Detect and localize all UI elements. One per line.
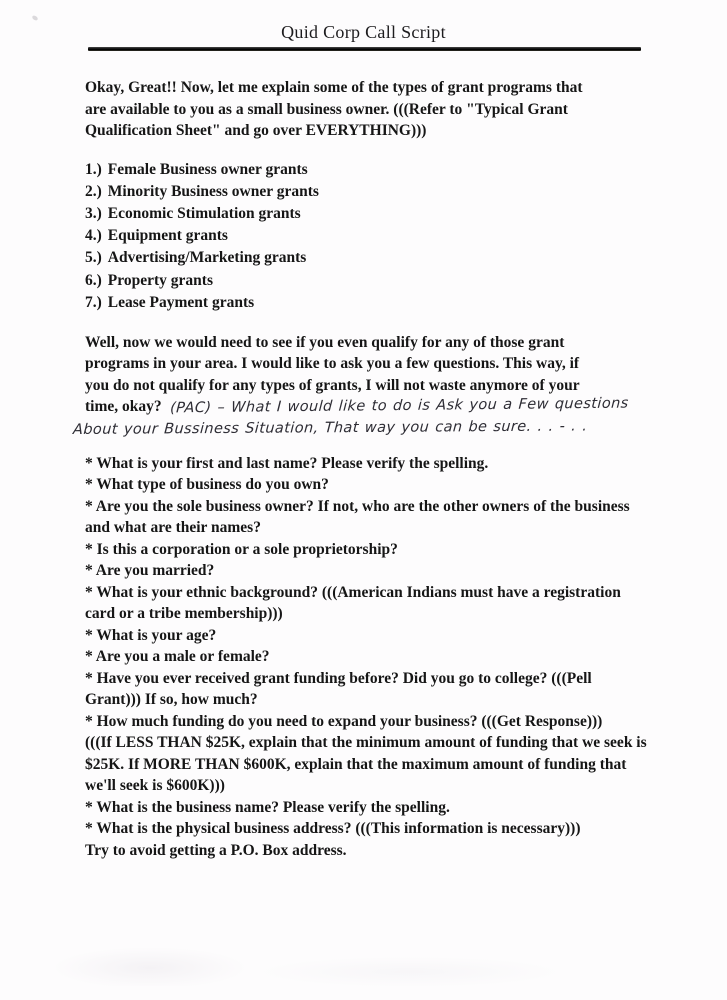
question-text: Are you married? — [95, 562, 215, 580]
handwritten-note-line1: (PAC) – What I would like to do is Ask you a Few questions — [169, 396, 629, 417]
grant-list-item — [85, 203, 648, 225]
question-item — [85, 560, 648, 582]
question-text: Have you ever received grant funding before? Did you go to college? (((Pell Grant))) If so, how much? — [85, 669, 592, 709]
question-bullet: * — [85, 476, 97, 494]
question-list — [85, 453, 648, 862]
question-text: Are you the sole business owner? If not, who are the other owners of the business and what are their names? — [85, 497, 630, 537]
question-bullet: * — [85, 583, 97, 601]
question-text: Try to avoid getting a P.O. Box address. — [85, 841, 347, 859]
grant-list-item — [85, 159, 648, 181]
question-bullet: * — [85, 669, 97, 687]
grant-list-item — [85, 270, 648, 292]
question-item — [85, 474, 648, 496]
grant-item-label: Minority Business owner grants — [107, 182, 319, 200]
question-bullet: * — [85, 798, 97, 816]
document-body — [72, 77, 648, 861]
grant-item-number: 1.) — [85, 160, 102, 178]
question-item — [85, 818, 648, 840]
intro-paragraph-line: are available to you as a small business owner. (((Refer to "Typical Grant — [85, 100, 568, 118]
grant-item-label: Lease Payment grants — [107, 293, 255, 311]
grant-item-number: 4.) — [85, 227, 102, 245]
grant-item-label: Equipment grants — [107, 227, 228, 245]
question-item — [85, 732, 648, 797]
qualify-paragraph-line: you do not qualify for any types of grants, I will not waste anymore of your — [85, 376, 580, 394]
grant-item-number: 2.) — [85, 182, 102, 200]
qualify-paragraph-line: programs in your area. I would like to ask you a few questions. This way, if — [85, 355, 580, 373]
question-text: Is this a corporation or a sole proprietorship? — [96, 540, 398, 558]
qualify-last-line — [85, 396, 648, 419]
question-item — [85, 625, 648, 647]
grant-list-item — [85, 247, 648, 269]
question-item — [85, 840, 648, 862]
grant-item-label: Property grants — [107, 271, 213, 289]
question-item — [85, 539, 648, 561]
question-text: Are you a male or female? — [95, 648, 270, 666]
question-item — [85, 496, 648, 539]
grant-item-number: 3.) — [85, 204, 102, 222]
intro-paragraph-line: Qualification Sheet" and go over EVERYTHING))) — [85, 122, 427, 139]
intro-paragraph — [85, 77, 648, 142]
qualify-paragraph-lines — [85, 332, 648, 397]
question-item — [85, 453, 648, 475]
question-text: How much funding do you need to expand your business? (((Get Response))) — [96, 712, 603, 730]
question-bullet: * — [85, 562, 96, 580]
grant-list-item — [85, 181, 648, 203]
intro-paragraph-line: Okay, Great!! Now, let me explain some of the types of grant programs that — [85, 79, 583, 96]
question-text: (((If LESS THAN $25K, explain that the minimum amount of funding that we seek is $25K. If MORE THAN $600K, explain that the maximum amount of funding that we'll seek is $600K))) — [85, 734, 647, 795]
grant-item-number: 7.) — [85, 293, 102, 311]
scan-artifact-shading — [30, 938, 560, 986]
qualify-paragraph-line: Well, now we would need to see if you even qualify for any of those grant — [85, 333, 565, 351]
document-title: Quid Corp Call Script — [281, 22, 446, 42]
question-text: What is your first and last name? Please verify the spelling. — [96, 454, 489, 472]
grant-types-list — [85, 159, 648, 314]
question-text: What type of business do you own? — [96, 476, 329, 494]
question-text: What is your ethnic background? (((American Indians must have a registration card or a tribe membership))) — [85, 583, 621, 623]
grant-item-label: Advertising/Marketing grants — [107, 249, 307, 267]
grant-item-number: 6.) — [85, 271, 102, 289]
question-item — [85, 797, 648, 819]
question-item — [85, 668, 648, 711]
question-item — [85, 582, 648, 625]
question-bullet: * — [85, 454, 97, 472]
question-bullet: * — [85, 712, 97, 730]
question-bullet: * — [85, 540, 97, 558]
question-bullet: * — [85, 497, 96, 515]
scan-artifact-speck — [31, 15, 38, 22]
question-item — [85, 711, 648, 733]
qualify-last-typed-text: time, okay? — [85, 398, 162, 416]
grant-item-label: Economic Stimulation grants — [107, 204, 301, 222]
question-bullet: * — [85, 820, 97, 838]
title-underline-rule — [88, 47, 641, 51]
grant-list-item — [85, 292, 648, 314]
qualify-paragraph — [72, 332, 648, 438]
handwritten-note-line2: About your Bussiness Situation, That way you can be sure. . . - . . — [72, 418, 588, 438]
grant-item-label: Female Business owner grants — [107, 160, 308, 178]
grant-list-item — [85, 225, 648, 247]
question-text: What is the physical business address? (((This information is necessary))) — [96, 820, 581, 838]
question-bullet: * — [85, 626, 97, 644]
question-text: What is your age? — [96, 626, 217, 644]
question-item — [85, 646, 648, 668]
question-text: What is the business name? Please verify the spelling. — [96, 798, 450, 816]
question-bullet: * — [85, 648, 96, 666]
grant-item-number: 5.) — [85, 249, 102, 267]
